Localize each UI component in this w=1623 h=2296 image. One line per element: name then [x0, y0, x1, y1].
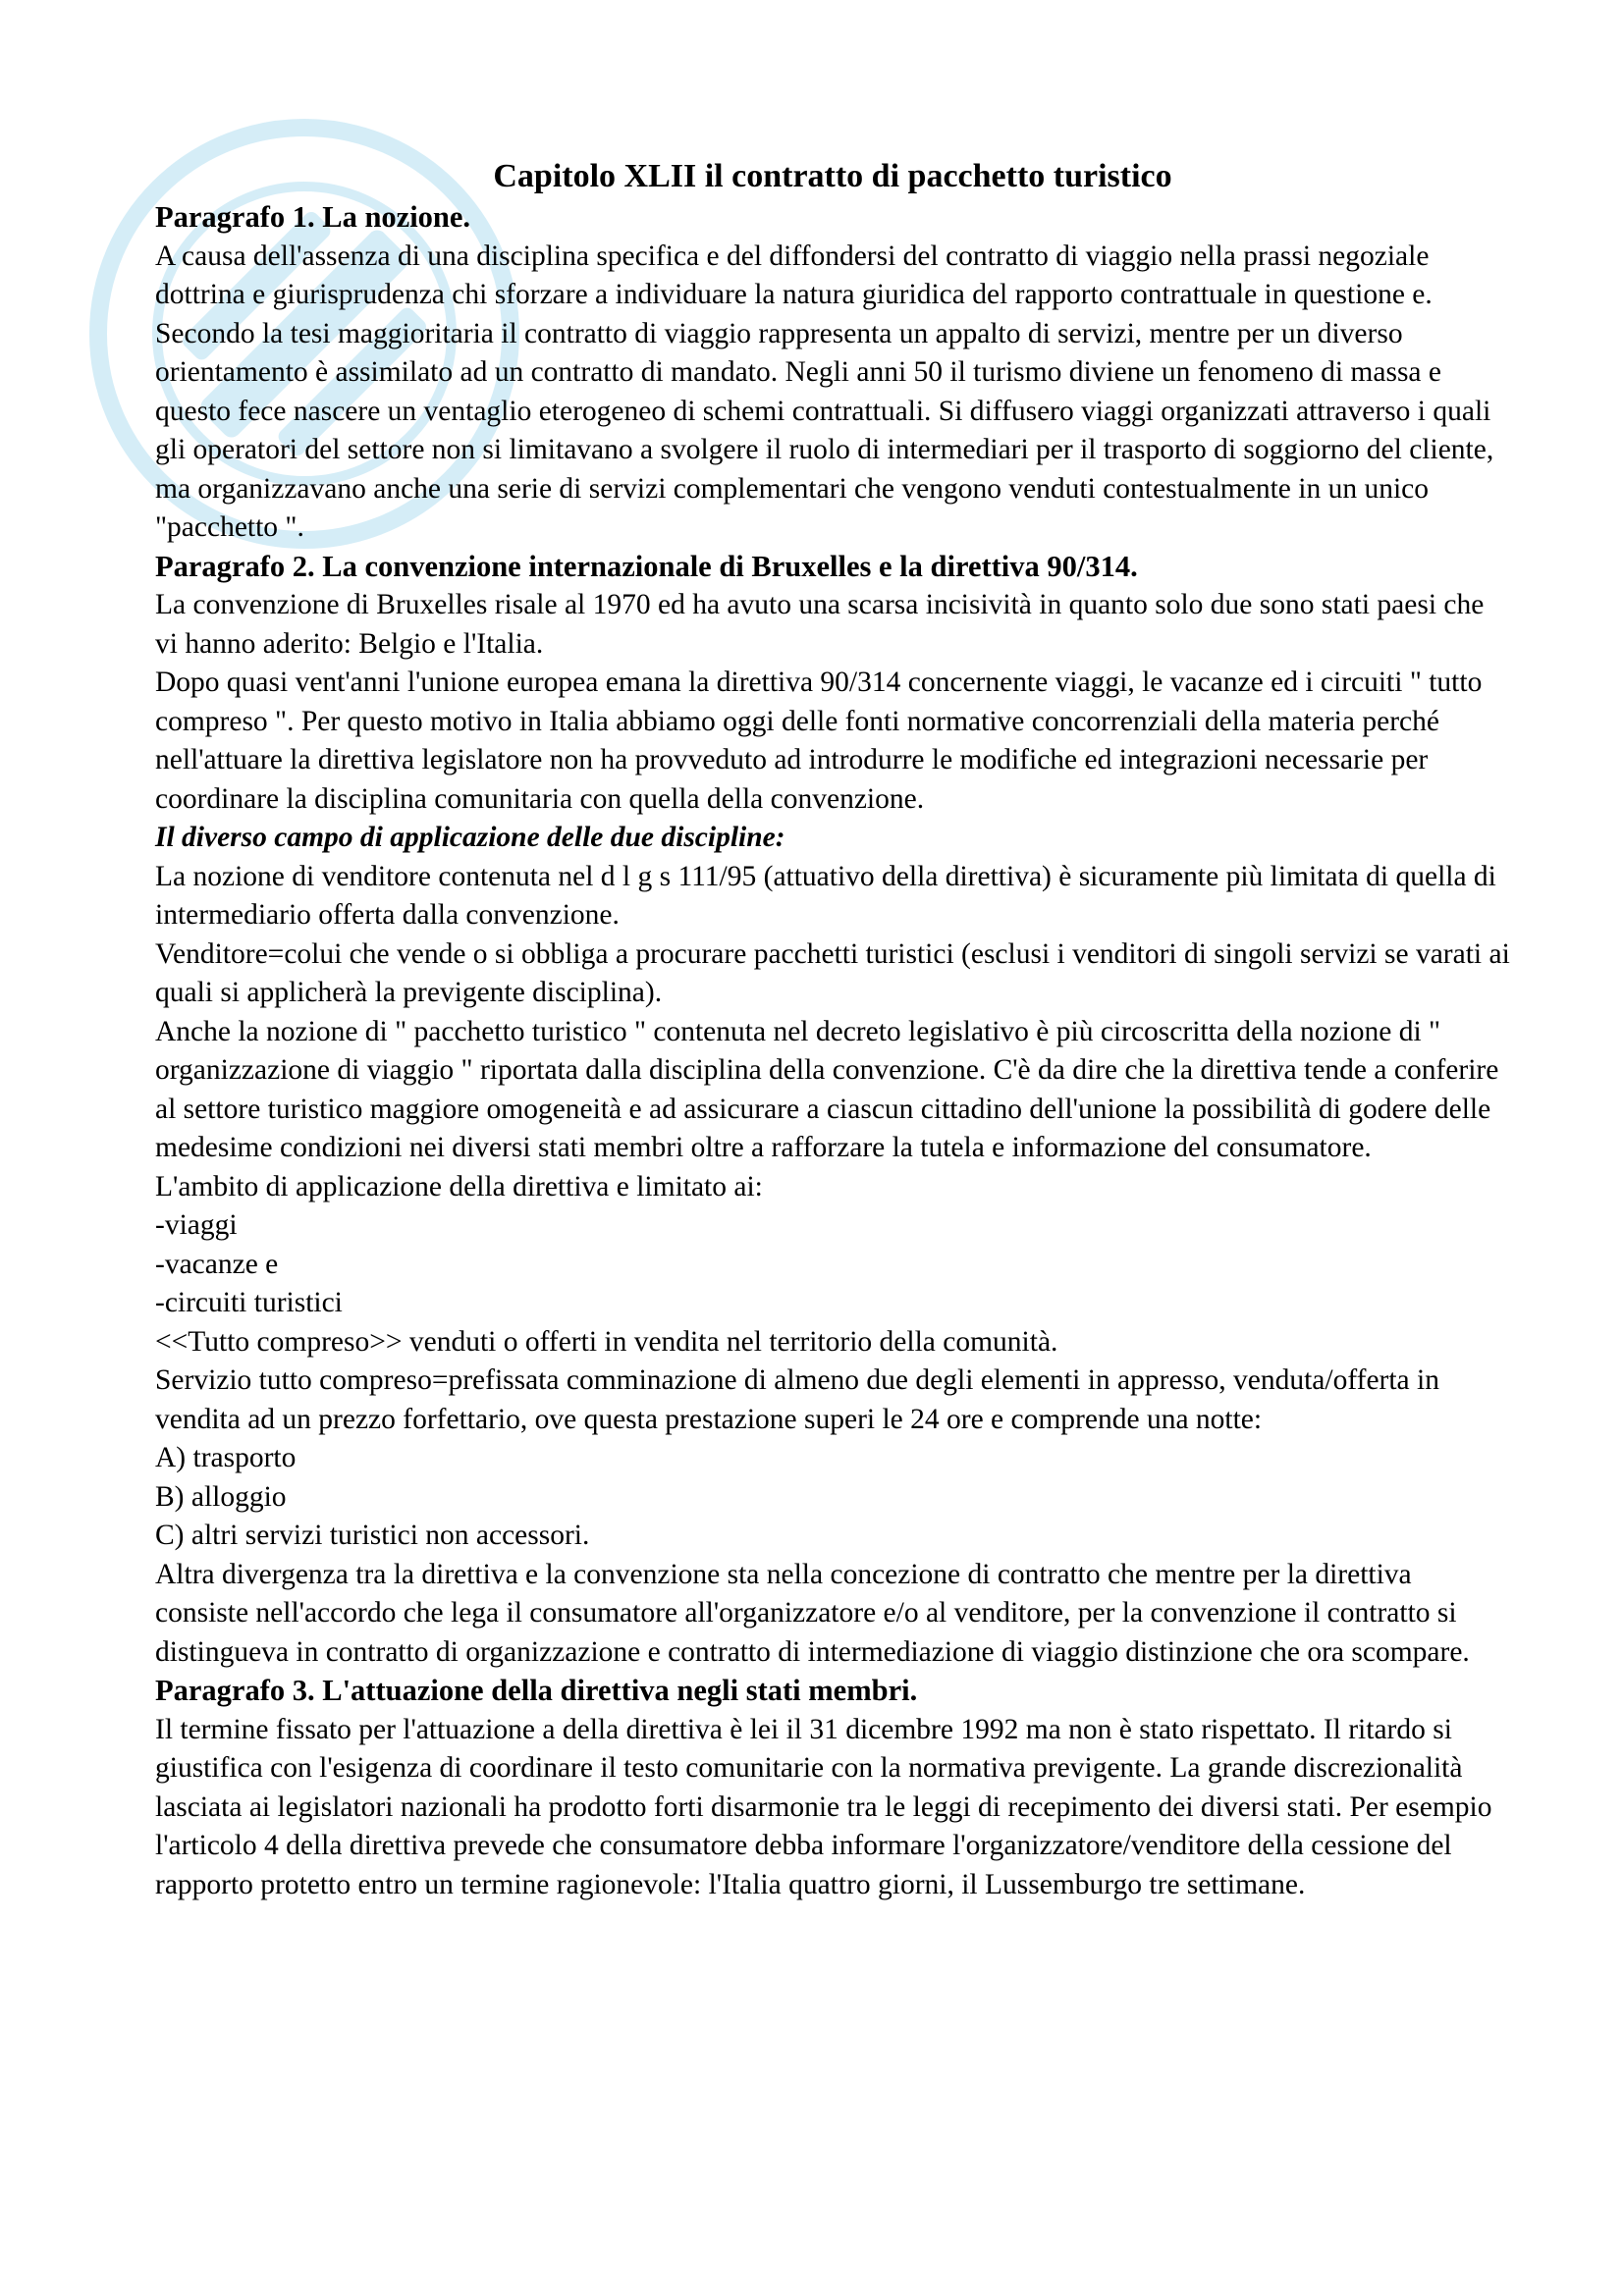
section-2-heading: Paragrafo 2. La convenzione internazionale di Bruxelles e la direttiva 90/314.: [155, 549, 1138, 583]
section-2-paragraph-9: Altra divergenza tra la direttiva e la convenzione sta nella concezione di contratto che mentre per la direttiva consiste nell'accordo che lega il consumatore all'organizzatore e/o al venditore, per la convenzione il contratto si distingueva in contratto di organizzazione e contratto di intermediazione di viaggio distinzione che ora scompare.: [155, 1558, 1470, 1668]
section-2-paragraph-8: Servizio tutto compreso=prefissata comminazione di almeno due degli elementi in appresso, venduta/offerta in vendita ad un prezzo forfettario, ove questa prestazione superi le 24 ore e comprende una notte:: [155, 1364, 1439, 1435]
section-2-paragraph-3: La nozione di venditore contenuta nel d l g s 111/95 (attuativo della direttiva) è sicuramente più limitata di quella di intermediario offerta dalla convenzione.: [155, 860, 1496, 931]
document-page: [155, 155, 1510, 1904]
section-2-subheading: Il diverso campo di applicazione delle due discipline:: [155, 822, 785, 853]
list-item: -viaggi: [155, 1209, 238, 1241]
list-item: B) alloggio: [155, 1480, 287, 1513]
list-item: C) altri servizi turistici non accessori.: [155, 1520, 590, 1551]
section-2-paragraph-6: L'ambito di applicazione della direttiva e limitato ai:: [155, 1170, 763, 1202]
section-2-paragraph-5: Anche la nozione di " pacchetto turistico " contenuta nel decreto legislativo è più circoscritta della nozione di " organizzazione di viaggio " riportata dalla disciplina della convenzione. C'è da dire che la direttiva tende a conferire al settore turistico maggiore omogeneità e ad assicurare a ciascun cittadino dell'unione la possibilità di godere delle medesime condizioni nei diversi stati membri oltre a rafforzare la tutela e informazione del consumatore.: [155, 1015, 1499, 1163]
section-1-paragraph-1: A causa dell'assenza di una disciplina specifica e del diffondersi del contratto di viaggio nella prassi negoziale dottrina e giurisprudenza chi sforzare a individuare la natura giuridica del rapporto contrattuale in questione e. Secondo la tesi maggioritaria il contratto di viaggio rappresenta un appalto di servizi, mentre per un diverso orientamento è assimilato ad un contratto di mandato. Negli anni 50 il turismo diviene un fenomeno di massa e questo fece nascere un ventaglio eterogeneo di schemi contrattuali. Si diffusero viaggi organizzati attraverso i quali gli operatori del settore non si limitavano a svolgere il ruolo di intermediari per il trasporto di soggiorno del cliente, ma organizzavano anche una serie di servizi complementari che vengono venduti contestualmente in un unico "pacchetto ".: [155, 240, 1494, 543]
section-2-paragraph-7: <<Tutto compreso>> venduti o offerti in vendita nel territorio della comunità.: [155, 1325, 1058, 1358]
section-1-heading: Paragrafo 1. La nozione.: [155, 200, 471, 234]
section-2-paragraph-4: Venditore=colui che vende o si obbliga a procurare pacchetti turistici (esclusi i venditori di singoli servizi se varati ai quali si applicherà la previgente disciplina).: [155, 937, 1510, 1008]
section-3-heading: Paragrafo 3. L'attuazione della direttiva negli stati membri.: [155, 1674, 918, 1707]
section-3-paragraph-1: Il termine fissato per l'attuazione a della direttiva è lei il 31 dicembre 1992 ma non è stato rispettato. Il ritardo si giustifica con l'esigenza di coordinare il testo comunitarie con la normativa previgente. La grande discrezionalità lasciata ai legislatori nazionali ha prodotto forti disarmonie tra le leggi di recepimento dei diversi stati. Per esempio l'articolo 4 della direttiva prevede che consumatore debba informare l'organizzatore/venditore della cessione del rapporto protetto entro un termine ragionevole: l'Italia quattro giorni, il Lussemburgo tre settimane.: [155, 1713, 1492, 1900]
document-title: Capitolo XLII il contratto di pacchetto turistico: [493, 158, 1172, 194]
list-item: A) trasporto: [155, 1442, 297, 1473]
section-2-paragraph-2: Dopo quasi vent'anni l'unione europea emana la direttiva 90/314 concernente viaggi, le vacanze ed i circuiti " tutto compreso ". Per questo motivo in Italia abbiamo oggi delle fonti normative concorrenziali della materia perché nell'attuare la direttiva legislatore non ha provveduto ad introdurre le modifiche ed integrazioni necessarie per coordinare la disciplina comunitaria con quella della convenzione.: [155, 667, 1483, 815]
list-item: -circuiti turistici: [155, 1287, 343, 1318]
list-item: -vacanze e: [155, 1248, 279, 1280]
section-2-paragraph-1: La convenzione di Bruxelles risale al 1970 ed ha avuto una scarsa incisività in quanto solo due sono stati paesi che vi hanno aderito: Belgio e l'Italia.: [155, 589, 1485, 660]
